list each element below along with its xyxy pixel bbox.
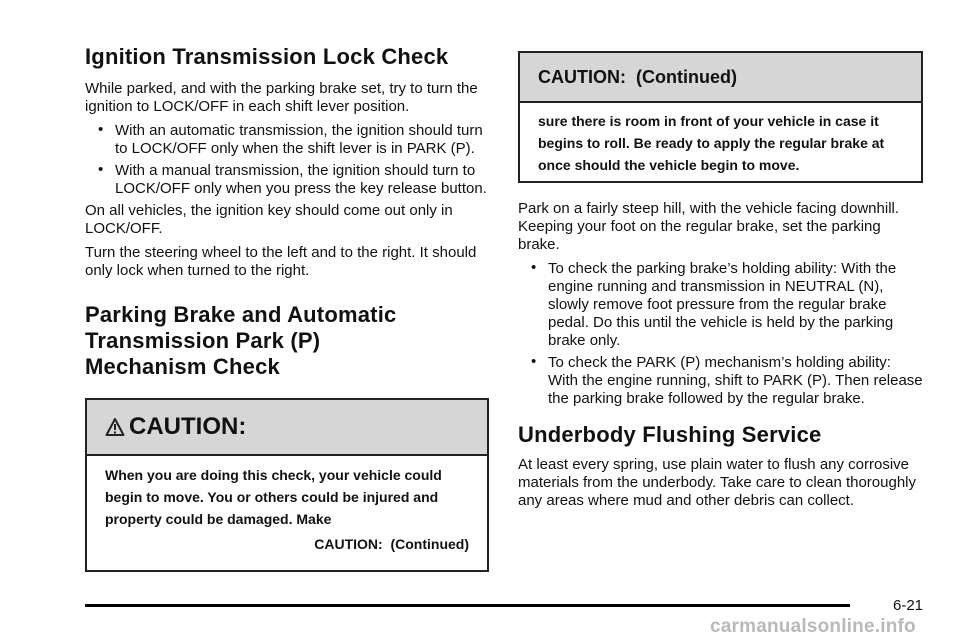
page-number: 6-21 bbox=[893, 597, 924, 614]
caution-body: When you are doing this check, your vehicle could begin to move. You or others could be injured and property could be damaged. Make bbox=[105, 467, 442, 527]
steering-lock-paragraph: Turn the steering wheel to the left and to the right. It should only lock when turned to the right. bbox=[85, 244, 477, 279]
parking-brake-heading: Parking Brake and Automatic Transmission Park (P) Mechanism Check bbox=[85, 302, 397, 379]
footer-rule bbox=[85, 604, 850, 607]
underbody-paragraph: At least every spring, use plain water to flush any corrosive materials from the underbody. Take care to clean thoroughly any areas where mud and other debris can collect. bbox=[518, 456, 916, 509]
caution-header bbox=[87, 400, 487, 456]
ignition-lock-heading: Ignition Transmission Lock Check bbox=[85, 44, 449, 69]
ignition-lock-bullets bbox=[85, 122, 490, 198]
left-column bbox=[85, 44, 490, 572]
caution-continued-title: CAUTION: (Continued) bbox=[538, 66, 737, 87]
right-column bbox=[518, 51, 923, 510]
caution-box bbox=[85, 398, 489, 572]
ignition-lock-intro: While parked, and with the parking brake set, try to turn the ignition to LOCK/OFF in each shift lever position. bbox=[85, 80, 478, 115]
bullet-park-mechanism: • To check the PARK (P) mechanism’s holding ability: With the engine running, shift to PARK (P). Then release the parking brake followed by the regular brake. bbox=[518, 354, 923, 408]
warning-triangle-icon bbox=[105, 417, 125, 437]
brake-check-bullets bbox=[518, 260, 923, 408]
bullet-automatic: • With an automatic transmission, the ignition should turn to LOCK/OFF only when the shift lever is in PARK (P). bbox=[85, 122, 490, 158]
watermark: carmanualsonline.info bbox=[710, 616, 916, 637]
caution-continued-label: CAUTION: (Continued) bbox=[314, 536, 469, 552]
caution-continued-header bbox=[520, 53, 921, 103]
bullet-manual: • With a manual transmission, the ignition should turn to LOCK/OFF only when you press the key release button. bbox=[85, 162, 490, 198]
underbody-heading: Underbody Flushing Service bbox=[518, 422, 822, 447]
bullet-parking-brake: • To check the parking brake’s holding ability: With the engine running and transmission in NEUTRAL (N), slowly remove foot pressure from the regular brake pedal. Do this until the vehicle is held by the parking brake only. bbox=[518, 260, 923, 350]
caution-continued-body: sure there is room in front of your vehicle in case it begins to roll. Be ready to apply the regular brake at once should the vehicle begin to move. bbox=[538, 113, 885, 173]
key-out-paragraph: On all vehicles, the ignition key should come out only in LOCK/OFF. bbox=[85, 202, 453, 237]
caution-continued-box bbox=[518, 51, 923, 183]
caution-title: CAUTION: bbox=[129, 413, 247, 440]
steep-hill-paragraph: Park on a fairly steep hill, with the vehicle facing downhill. Keeping your foot on the regular brake, set the parking brake. bbox=[518, 200, 900, 253]
